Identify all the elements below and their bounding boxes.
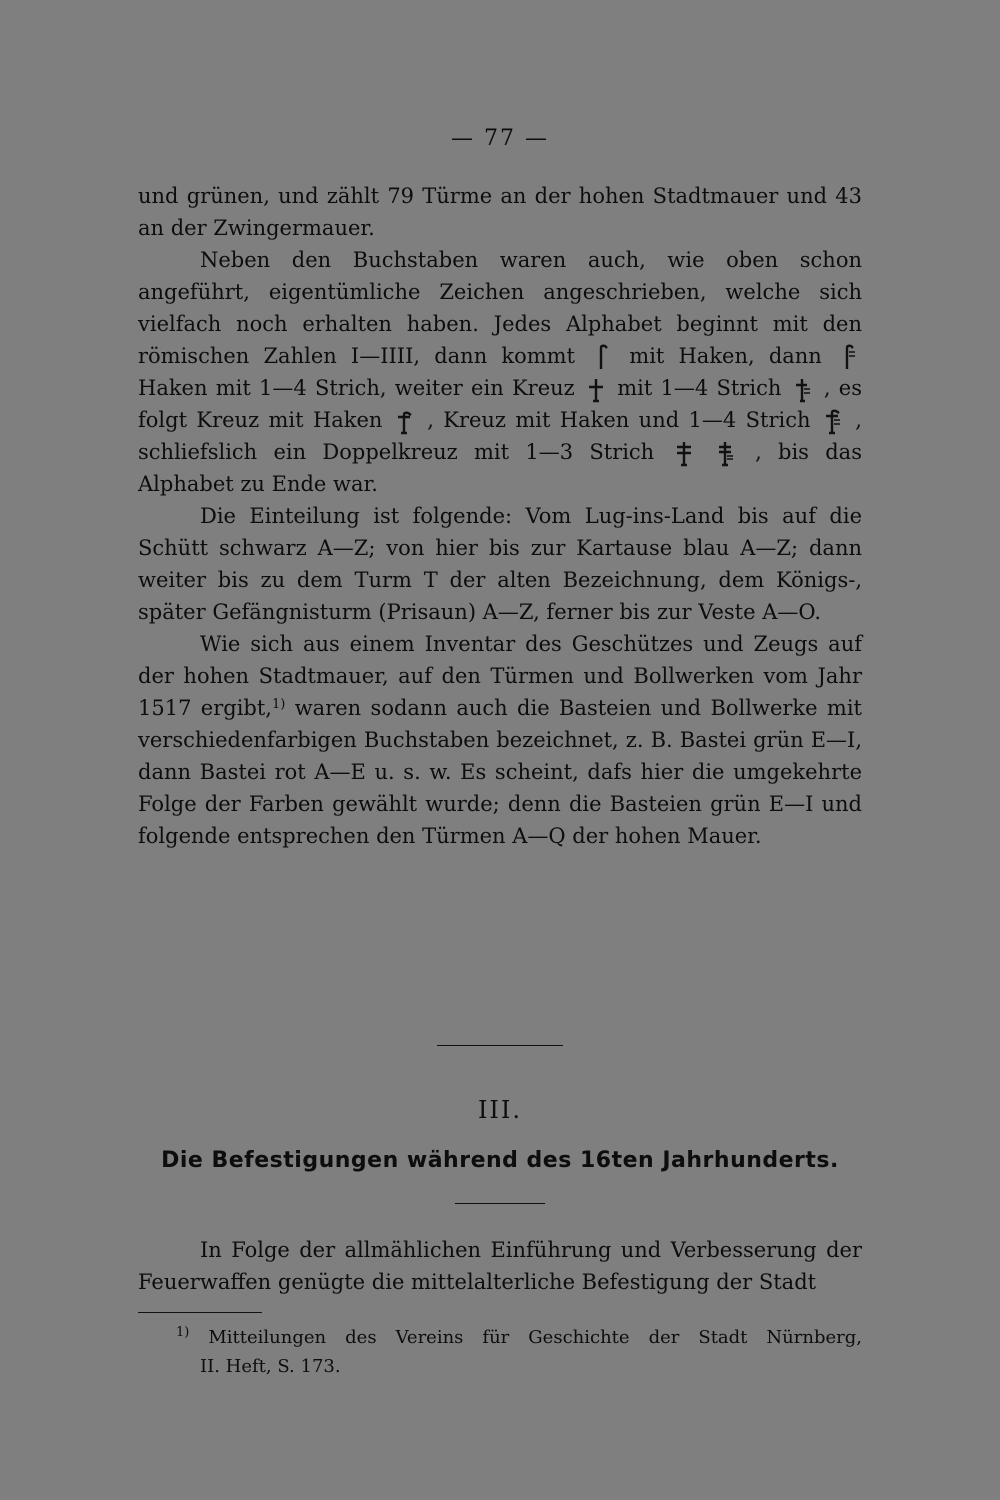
paragraph-2-text-c: Haken mit 1—4 Strich, weiter ein Kreuz — [138, 376, 575, 400]
section-title: Die Befestigungen während des 16ten Jahrhunderts. — [161, 1148, 839, 1173]
paragraph-2-text-g: , schliefslich ein Doppelkreuz mit 1—3 Strich — [138, 408, 862, 464]
paragraph-5: In Folge der allmählichen Einführung und Verbesserung der Feuerwaffen genügte die mittelalterliche Befestigung der Stadt — [138, 1238, 862, 1294]
hook-with-strokes-symbol — [840, 343, 858, 371]
paragraph-2-text-b: mit Haken, dann — [629, 344, 822, 368]
paragraph-2-text-a: Neben den Buchstaben waren auch, wie oben schon angeführt, eigentümliche Zeichen angeschrieben, welche sich vielfach noch erhalten haben. Jedes Alphabet beginnt mit den römischen Zahlen I—IIII, dann kommt — [138, 248, 862, 368]
paragraph-2 — [138, 244, 862, 500]
double-cross-symbol — [675, 439, 693, 467]
cross-with-strokes-symbol — [794, 375, 812, 403]
footnote-reference[interactable]: 1) — [272, 697, 286, 712]
footnote-marker — [138, 1327, 189, 1348]
cross-hook-strokes-symbol — [824, 407, 842, 435]
footnote-line-2: II. Heft, S. 173. — [200, 1356, 341, 1377]
paragraph-4-text-a: Wie sich aus einem Inventar des Geschützes und Zeugs auf der hohen Stadtmauer, auf den Türmen und Bollwerken vom Jahr 1517 ergibt, — [138, 632, 862, 720]
double-cross-strokes-symbol — [717, 439, 735, 467]
paragraph-4 — [138, 628, 862, 852]
main-text — [138, 180, 862, 852]
hook-symbol — [593, 343, 611, 371]
footnote-separator — [138, 1312, 262, 1313]
paragraph-2-text-h: , bis das Alphabet zu Ende war. — [138, 440, 862, 496]
section-number: III. — [477, 1096, 523, 1124]
footnote — [138, 1323, 862, 1381]
paragraph-2-text-e: , es folgt Kreuz mit Haken — [138, 376, 862, 432]
paragraph-3: Die Einteilung ist folgende: Vom Lug-ins-Land bis auf die Schütt schwarz A—Z; von hier bis zur Kartause blau A—Z; dann weiter bis zu dem Turm T der alten Bezeichnung, dem Königs-, später Gefängnisturm (Prisaun) A—Z, ferner bis zur Veste A—O. — [138, 504, 862, 624]
paragraph-1: und grünen, und zählt 79 Türme an der hohen Stadtmauer und 43 an der Zwingermauer. — [138, 184, 862, 240]
cross-with-hook-symbol — [396, 407, 414, 435]
section-divider-bottom — [455, 1203, 545, 1204]
footnote-text-1: Mitteilungen des Vereins für Geschichte der Stadt Nürnberg, — [208, 1327, 862, 1348]
section-text — [138, 1234, 862, 1298]
section-divider-top — [437, 1045, 563, 1046]
footnote-marker-text: 1) — [176, 1325, 190, 1340]
paragraph-2-text-f: , Kreuz mit Haken und 1—4 Strich — [427, 408, 811, 432]
paragraph-2-text-d: mit 1—4 Strich — [617, 376, 782, 400]
cross-symbol — [587, 375, 605, 403]
page-number: — 77 — — [451, 126, 549, 151]
paragraph-4-text-b: waren sodann auch die Basteien und Bollwerke mit verschiedenfarbigen Buchstaben bezeichnet, z. B. Bastei grün E—I, dann Bastei rot A—E u. s. w. Es scheint, dafs hier die umgekehrte Folge der Farben gewählt wurde; denn die Basteien grün E—I und folgende entsprechen den Türmen A—Q der hohen Mauer. — [138, 696, 862, 848]
footnote-line-1 — [138, 1323, 862, 1352]
